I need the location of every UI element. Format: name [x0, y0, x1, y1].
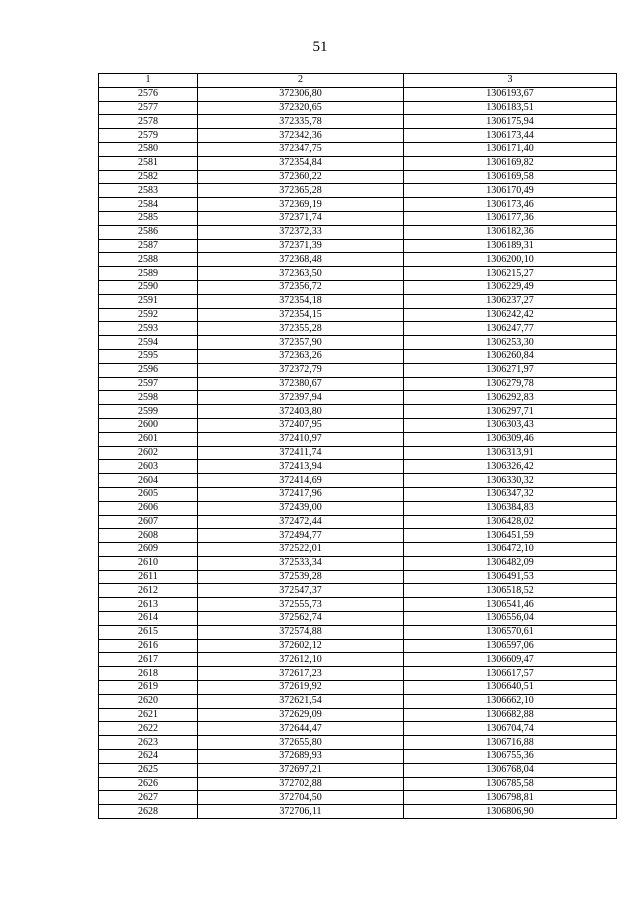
point-number-cell: 2614 [99, 612, 198, 626]
point-number-cell: 2590 [99, 280, 198, 294]
y-coordinate-cell: 1306755,36 [404, 750, 617, 764]
y-coordinate-cell: 1306768,04 [404, 763, 617, 777]
y-coordinate-cell: 1306597,06 [404, 639, 617, 653]
table-row [99, 543, 617, 557]
table-row [99, 625, 617, 639]
point-number-cell: 2619 [99, 681, 198, 695]
y-coordinate-cell: 1306303,43 [404, 418, 617, 432]
table-row [99, 308, 617, 322]
y-coordinate-cell: 1306253,30 [404, 336, 617, 350]
point-number-cell: 2579 [99, 129, 198, 143]
table-row [99, 708, 617, 722]
x-coordinate-cell: 372697,21 [198, 763, 404, 777]
column-header-2: 2 [198, 74, 404, 88]
y-coordinate-cell: 1306704,74 [404, 722, 617, 736]
table-row [99, 115, 617, 129]
x-coordinate-cell: 372413,94 [198, 460, 404, 474]
table-row [99, 805, 617, 819]
y-coordinate-cell: 1306541,46 [404, 598, 617, 612]
table-row [99, 474, 617, 488]
y-coordinate-cell: 1306279,78 [404, 377, 617, 391]
table-header-row [99, 74, 617, 88]
y-coordinate-cell: 1306472,10 [404, 543, 617, 557]
y-coordinate-cell: 1306175,94 [404, 115, 617, 129]
table-row [99, 681, 617, 695]
point-number-cell: 2593 [99, 322, 198, 336]
y-coordinate-cell: 1306297,71 [404, 405, 617, 419]
point-number-cell: 2591 [99, 294, 198, 308]
table-row [99, 639, 617, 653]
table-row [99, 87, 617, 101]
table-row [99, 777, 617, 791]
y-coordinate-cell: 1306326,42 [404, 460, 617, 474]
point-number-cell: 2587 [99, 239, 198, 253]
table-row [99, 722, 617, 736]
point-number-cell: 2627 [99, 791, 198, 805]
x-coordinate-cell: 372342,36 [198, 129, 404, 143]
x-coordinate-cell: 372689,93 [198, 750, 404, 764]
point-number-cell: 2623 [99, 736, 198, 750]
table-row [99, 322, 617, 336]
table-row [99, 418, 617, 432]
y-coordinate-cell: 1306170,49 [404, 184, 617, 198]
x-coordinate-cell: 372320,65 [198, 101, 404, 115]
table-row [99, 170, 617, 184]
y-coordinate-cell: 1306183,51 [404, 101, 617, 115]
point-number-cell: 2613 [99, 598, 198, 612]
table-row [99, 584, 617, 598]
point-number-cell: 2620 [99, 694, 198, 708]
x-coordinate-cell: 372612,10 [198, 653, 404, 667]
x-coordinate-cell: 372347,75 [198, 142, 404, 156]
y-coordinate-cell: 1306242,42 [404, 308, 617, 322]
table-row [99, 267, 617, 281]
y-coordinate-cell: 1306330,32 [404, 474, 617, 488]
x-coordinate-cell: 372368,48 [198, 253, 404, 267]
point-number-cell: 2628 [99, 805, 198, 819]
x-coordinate-cell: 372494,77 [198, 529, 404, 543]
point-number-cell: 2577 [99, 101, 198, 115]
x-coordinate-cell: 372407,95 [198, 418, 404, 432]
table-row [99, 294, 617, 308]
x-coordinate-cell: 372411,74 [198, 446, 404, 460]
point-number-cell: 2611 [99, 570, 198, 584]
x-coordinate-cell: 372704,50 [198, 791, 404, 805]
x-coordinate-cell: 372439,00 [198, 501, 404, 515]
y-coordinate-cell: 1306177,36 [404, 211, 617, 225]
x-coordinate-cell: 372410,97 [198, 432, 404, 446]
point-number-cell: 2624 [99, 750, 198, 764]
point-number-cell: 2595 [99, 349, 198, 363]
table-row [99, 529, 617, 543]
y-coordinate-cell: 1306200,10 [404, 253, 617, 267]
table-row [99, 432, 617, 446]
x-coordinate-cell: 372655,80 [198, 736, 404, 750]
x-coordinate-cell: 372574,88 [198, 625, 404, 639]
point-number-cell: 2618 [99, 667, 198, 681]
table-row [99, 363, 617, 377]
y-coordinate-cell: 1306482,09 [404, 556, 617, 570]
x-coordinate-cell: 372644,47 [198, 722, 404, 736]
table-row [99, 349, 617, 363]
table-row [99, 612, 617, 626]
y-coordinate-cell: 1306229,49 [404, 280, 617, 294]
point-number-cell: 2598 [99, 391, 198, 405]
x-coordinate-cell: 372365,28 [198, 184, 404, 198]
y-coordinate-cell: 1306169,58 [404, 170, 617, 184]
table-row [99, 556, 617, 570]
x-coordinate-cell: 372357,90 [198, 336, 404, 350]
y-coordinate-cell: 1306384,83 [404, 501, 617, 515]
table-row [99, 336, 617, 350]
table-row [99, 791, 617, 805]
x-coordinate-cell: 372629,09 [198, 708, 404, 722]
table-row [99, 184, 617, 198]
table-row [99, 487, 617, 501]
y-coordinate-cell: 1306271,97 [404, 363, 617, 377]
x-coordinate-cell: 372555,73 [198, 598, 404, 612]
x-coordinate-cell: 372354,15 [198, 308, 404, 322]
y-coordinate-cell: 1306518,52 [404, 584, 617, 598]
x-coordinate-cell: 372414,69 [198, 474, 404, 488]
point-number-cell: 2588 [99, 253, 198, 267]
x-coordinate-cell: 372617,23 [198, 667, 404, 681]
y-coordinate-cell: 1306347,32 [404, 487, 617, 501]
page-number: 51 [312, 39, 328, 55]
x-coordinate-cell: 372360,22 [198, 170, 404, 184]
x-coordinate-cell: 372372,33 [198, 225, 404, 239]
x-coordinate-cell: 372306,80 [198, 87, 404, 101]
point-number-cell: 2622 [99, 722, 198, 736]
table-row [99, 211, 617, 225]
point-number-cell: 2621 [99, 708, 198, 722]
x-coordinate-cell: 372397,94 [198, 391, 404, 405]
table-row [99, 667, 617, 681]
point-number-cell: 2626 [99, 777, 198, 791]
x-coordinate-cell: 372355,28 [198, 322, 404, 336]
table-row [99, 750, 617, 764]
x-coordinate-cell: 372363,26 [198, 349, 404, 363]
point-number-cell: 2617 [99, 653, 198, 667]
x-coordinate-cell: 372403,80 [198, 405, 404, 419]
y-coordinate-cell: 1306556,04 [404, 612, 617, 626]
y-coordinate-cell: 1306292,83 [404, 391, 617, 405]
point-number-cell: 2576 [99, 87, 198, 101]
table-row [99, 156, 617, 170]
point-number-cell: 2586 [99, 225, 198, 239]
table-row [99, 239, 617, 253]
column-header-1: 1 [99, 74, 198, 88]
table-row [99, 694, 617, 708]
point-number-cell: 2606 [99, 501, 198, 515]
x-coordinate-cell: 372621,54 [198, 694, 404, 708]
y-coordinate-cell: 1306215,27 [404, 267, 617, 281]
point-number-cell: 2612 [99, 584, 198, 598]
point-number-cell: 2604 [99, 474, 198, 488]
y-coordinate-cell: 1306617,57 [404, 667, 617, 681]
point-number-cell: 2594 [99, 336, 198, 350]
y-coordinate-cell: 1306428,02 [404, 515, 617, 529]
y-coordinate-cell: 1306169,82 [404, 156, 617, 170]
point-number-cell: 2580 [99, 142, 198, 156]
point-number-cell: 2599 [99, 405, 198, 419]
x-coordinate-cell: 372380,67 [198, 377, 404, 391]
x-coordinate-cell: 372547,37 [198, 584, 404, 598]
table-row [99, 446, 617, 460]
point-number-cell: 2597 [99, 377, 198, 391]
point-number-cell: 2615 [99, 625, 198, 639]
x-coordinate-cell: 372472,44 [198, 515, 404, 529]
x-coordinate-cell: 372372,79 [198, 363, 404, 377]
point-number-cell: 2600 [99, 418, 198, 432]
table-row [99, 763, 617, 777]
x-coordinate-cell: 372371,39 [198, 239, 404, 253]
y-coordinate-cell: 1306237,27 [404, 294, 617, 308]
column-header-3: 3 [404, 74, 617, 88]
x-coordinate-cell: 372562,74 [198, 612, 404, 626]
table-row [99, 460, 617, 474]
x-coordinate-cell: 372356,72 [198, 280, 404, 294]
y-coordinate-cell: 1306173,46 [404, 198, 617, 212]
x-coordinate-cell: 372702,88 [198, 777, 404, 791]
coordinates-table [98, 73, 617, 819]
y-coordinate-cell: 1306260,84 [404, 349, 617, 363]
y-coordinate-cell: 1306662,10 [404, 694, 617, 708]
point-number-cell: 2607 [99, 515, 198, 529]
y-coordinate-cell: 1306193,67 [404, 87, 617, 101]
x-coordinate-cell: 372539,28 [198, 570, 404, 584]
x-coordinate-cell: 372417,96 [198, 487, 404, 501]
table-row [99, 198, 617, 212]
table-row [99, 280, 617, 294]
point-number-cell: 2616 [99, 639, 198, 653]
y-coordinate-cell: 1306189,31 [404, 239, 617, 253]
table-row [99, 501, 617, 515]
y-coordinate-cell: 1306806,90 [404, 805, 617, 819]
y-coordinate-cell: 1306785,58 [404, 777, 617, 791]
point-number-cell: 2582 [99, 170, 198, 184]
y-coordinate-cell: 1306716,88 [404, 736, 617, 750]
y-coordinate-cell: 1306182,36 [404, 225, 617, 239]
point-number-cell: 2602 [99, 446, 198, 460]
point-number-cell: 2583 [99, 184, 198, 198]
y-coordinate-cell: 1306451,59 [404, 529, 617, 543]
table-row [99, 142, 617, 156]
y-coordinate-cell: 1306247,77 [404, 322, 617, 336]
table-row [99, 653, 617, 667]
x-coordinate-cell: 372371,74 [198, 211, 404, 225]
point-number-cell: 2605 [99, 487, 198, 501]
point-number-cell: 2578 [99, 115, 198, 129]
point-number-cell: 2609 [99, 543, 198, 557]
point-number-cell: 2608 [99, 529, 198, 543]
x-coordinate-cell: 372522,01 [198, 543, 404, 557]
y-coordinate-cell: 1306609,47 [404, 653, 617, 667]
point-number-cell: 2581 [99, 156, 198, 170]
x-coordinate-cell: 372706,11 [198, 805, 404, 819]
table-row [99, 101, 617, 115]
x-coordinate-cell: 372619,92 [198, 681, 404, 695]
table-row [99, 736, 617, 750]
point-number-cell: 2601 [99, 432, 198, 446]
table-row [99, 129, 617, 143]
point-number-cell: 2592 [99, 308, 198, 322]
y-coordinate-cell: 1306309,46 [404, 432, 617, 446]
x-coordinate-cell: 372602,12 [198, 639, 404, 653]
point-number-cell: 2584 [99, 198, 198, 212]
point-number-cell: 2596 [99, 363, 198, 377]
x-coordinate-cell: 372533,34 [198, 556, 404, 570]
table-row [99, 598, 617, 612]
table-row [99, 405, 617, 419]
x-coordinate-cell: 372335,78 [198, 115, 404, 129]
y-coordinate-cell: 1306682,88 [404, 708, 617, 722]
y-coordinate-cell: 1306491,53 [404, 570, 617, 584]
point-number-cell: 2603 [99, 460, 198, 474]
x-coordinate-cell: 372354,18 [198, 294, 404, 308]
y-coordinate-cell: 1306570,61 [404, 625, 617, 639]
point-number-cell: 2585 [99, 211, 198, 225]
y-coordinate-cell: 1306173,44 [404, 129, 617, 143]
table-row [99, 377, 617, 391]
point-number-cell: 2589 [99, 267, 198, 281]
table-body [99, 87, 617, 818]
table-row [99, 515, 617, 529]
point-number-cell: 2610 [99, 556, 198, 570]
y-coordinate-cell: 1306313,91 [404, 446, 617, 460]
table-row [99, 225, 617, 239]
point-number-cell: 2625 [99, 763, 198, 777]
x-coordinate-cell: 372363,50 [198, 267, 404, 281]
table-row [99, 570, 617, 584]
table-row [99, 253, 617, 267]
y-coordinate-cell: 1306171,40 [404, 142, 617, 156]
y-coordinate-cell: 1306640,51 [404, 681, 617, 695]
y-coordinate-cell: 1306798,81 [404, 791, 617, 805]
table-row [99, 391, 617, 405]
x-coordinate-cell: 372369,19 [198, 198, 404, 212]
x-coordinate-cell: 372354,84 [198, 156, 404, 170]
